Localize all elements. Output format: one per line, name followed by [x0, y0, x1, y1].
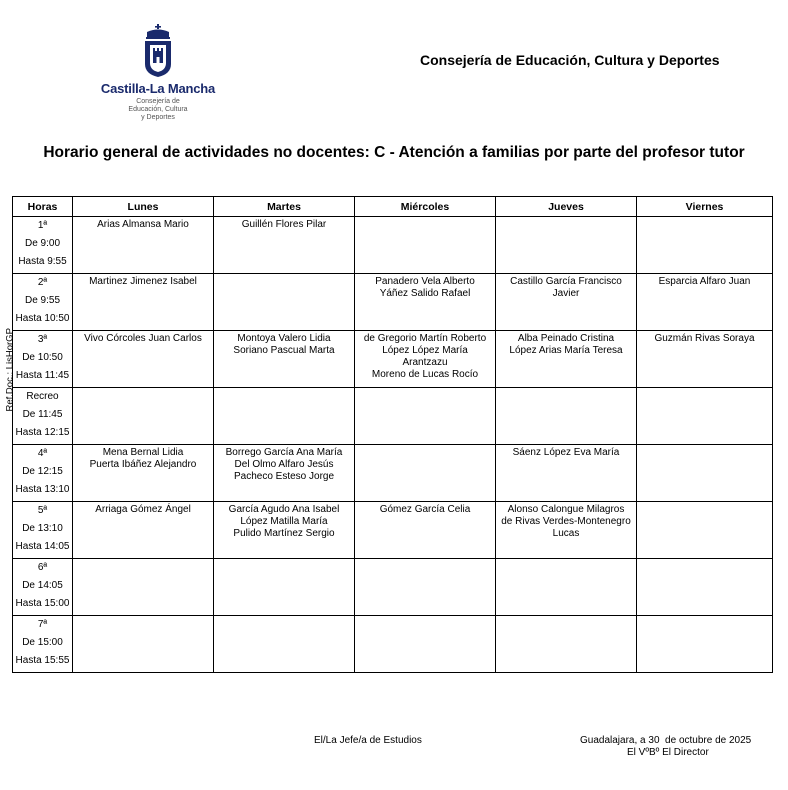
table-row — [13, 616, 773, 673]
schedule-cell — [637, 559, 773, 616]
schedule-cell — [214, 616, 355, 673]
schedule-cell — [355, 274, 496, 331]
teacher-name: Yáñez Salido Rafael — [379, 288, 471, 299]
schedule-cell — [355, 559, 496, 616]
teacher-name: Arriaga Gómez Ángel — [95, 504, 191, 515]
teacher-name: Alba Peinado Cristina — [517, 333, 615, 344]
schedule-cell — [496, 559, 637, 616]
teacher-name: López Arias María Teresa — [509, 345, 623, 356]
schedule-body — [13, 217, 773, 673]
schedule-cell — [73, 559, 214, 616]
time-slot-to: Hasta 15:55 — [15, 655, 70, 666]
schedule-cell — [637, 616, 773, 673]
col-header-lunes: Lunes — [73, 197, 214, 217]
logo — [96, 24, 220, 122]
time-slot-from: De 12:15 — [22, 466, 63, 477]
time-slot-from: De 10:50 — [22, 352, 63, 363]
teacher-name: Puerta Ibáñez Alejandro — [89, 459, 197, 470]
schedule-cell — [73, 388, 214, 445]
teacher-name: Guzmán Rivas Soraya — [654, 333, 755, 344]
teacher-name: Mena Bernal Lidia — [102, 447, 184, 458]
schedule-cell — [496, 331, 637, 388]
logo-subtitle: Consejería de Educación, Cultura y Deportes — [128, 98, 188, 121]
time-slot-label: 2ª — [37, 277, 48, 288]
teacher-name: López López María — [382, 345, 468, 356]
time-slot-from: De 15:00 — [22, 637, 63, 648]
schedule-cell — [496, 616, 637, 673]
col-header-miercoles: Miércoles — [355, 197, 496, 217]
time-slot-cell — [13, 502, 73, 559]
time-slot-from: De 9:00 — [24, 238, 61, 249]
org-title: Consejería de Educación, Cultura y Deportes — [420, 52, 720, 68]
time-slot-to: Hasta 9:55 — [18, 256, 67, 267]
teacher-name: Moreno de Lucas Rocío — [371, 369, 479, 380]
schedule-cell — [496, 388, 637, 445]
time-slot-label: 6ª — [37, 562, 48, 573]
time-slot-label: 7ª — [37, 619, 48, 630]
schedule-cell — [355, 445, 496, 502]
teacher-name: Borrego García Ana María — [225, 447, 343, 458]
schedule-table — [12, 196, 773, 673]
table-row — [13, 559, 773, 616]
time-slot-label: Recreo — [26, 391, 59, 402]
time-slot-from: De 14:05 — [22, 580, 63, 591]
coat-of-arms-icon — [141, 24, 175, 78]
time-slot-label: 1ª — [37, 220, 48, 231]
teacher-name: Arantzazu — [402, 357, 448, 368]
teacher-name: Pacheco Esteso Jorge — [233, 471, 335, 482]
table-row — [13, 331, 773, 388]
teacher-name: Martinez Jimenez Isabel — [89, 276, 197, 287]
time-slot-label: 5ª — [37, 505, 48, 516]
schedule-cell — [214, 445, 355, 502]
schedule-cell — [637, 331, 773, 388]
schedule-cell — [496, 445, 637, 502]
time-slot-to: Hasta 10:50 — [15, 313, 70, 324]
table-row — [13, 388, 773, 445]
time-slot-cell — [13, 616, 73, 673]
table-row — [13, 217, 773, 274]
time-slot-from: De 13:10 — [22, 523, 63, 534]
teacher-name: López Matilla María — [240, 516, 328, 527]
teacher-name: Lucas — [552, 528, 580, 539]
time-slot-cell — [13, 331, 73, 388]
teacher-name: Vivo Córcoles Juan Carlos — [84, 333, 202, 344]
teacher-name: Guillén Flores Pilar — [241, 219, 327, 230]
schedule-cell — [73, 616, 214, 673]
teacher-name: Panadero Vela Alberto — [375, 276, 475, 287]
time-slot-to: Hasta 14:05 — [15, 541, 70, 552]
schedule-cell — [637, 217, 773, 274]
time-slot-to: Hasta 11:45 — [15, 370, 70, 381]
schedule-cell — [73, 502, 214, 559]
schedule-cell — [355, 217, 496, 274]
table-row — [13, 274, 773, 331]
teacher-name: de Rivas Verdes-Montenegro — [501, 516, 631, 527]
ref-doc: Ref.Doc.: LisHorGP — [4, 328, 16, 412]
time-slot-cell — [13, 388, 73, 445]
time-slot-cell — [13, 559, 73, 616]
teacher-name: Castillo García Francisco — [510, 276, 622, 287]
time-slot-to: Hasta 12:15 — [15, 427, 70, 438]
schedule-cell — [637, 502, 773, 559]
time-slot-from: De 9:55 — [24, 295, 61, 306]
schedule-cell — [637, 388, 773, 445]
logo-name: Castilla-La Mancha — [100, 81, 216, 96]
footer-date: Guadalajara, a 30 de octubre de 2025 — [580, 735, 752, 746]
schedule-cell — [73, 331, 214, 388]
teacher-name: Alonso Calongue Milagros — [507, 504, 625, 515]
schedule-cell — [496, 217, 637, 274]
schedule-cell — [214, 274, 355, 331]
table-row — [13, 445, 773, 502]
schedule-cell — [355, 388, 496, 445]
footer-director: El VºBº El Director — [627, 747, 709, 758]
teacher-name: Esparcia Alfaro Juan — [658, 276, 751, 287]
teacher-name: Arias Almansa Mario — [97, 219, 189, 230]
schedule-cell — [73, 217, 214, 274]
time-slot-label: 3ª — [37, 334, 48, 345]
col-header-horas: Horas — [13, 197, 73, 217]
teacher-name: García Agudo Ana Isabel — [228, 504, 340, 515]
teacher-name: de Gregorio Martín Roberto — [363, 333, 487, 344]
col-header-viernes: Viernes — [637, 197, 773, 217]
time-slot-from: De 11:45 — [22, 409, 63, 420]
time-slot-to: Hasta 13:10 — [15, 484, 70, 495]
time-slot-to: Hasta 15:00 — [15, 598, 70, 609]
schedule-cell — [496, 274, 637, 331]
schedule-cell — [637, 445, 773, 502]
schedule-cell — [355, 502, 496, 559]
schedule-cell — [73, 445, 214, 502]
schedule-cell — [355, 616, 496, 673]
time-slot-label: 4ª — [37, 448, 48, 459]
schedule-cell — [214, 559, 355, 616]
schedule-cell — [214, 217, 355, 274]
page-title: Horario general de actividades no docentes: C - Atención a familias por parte del profesor tutor — [43, 144, 745, 161]
col-header-martes: Martes — [214, 197, 355, 217]
header-row — [13, 197, 773, 217]
schedule-cell — [214, 331, 355, 388]
time-slot-cell — [13, 217, 73, 274]
teacher-name: Pulido Martínez Sergio — [233, 528, 335, 539]
footer-jefe: El/La Jefe/a de Estudios — [314, 735, 422, 746]
schedule-cell — [496, 502, 637, 559]
teacher-name: Soriano Pascual Marta — [233, 345, 335, 356]
schedule-cell — [214, 502, 355, 559]
teacher-name: Sáenz López Eva María — [512, 447, 620, 458]
time-slot-cell — [13, 274, 73, 331]
teacher-name: Javier — [552, 288, 580, 299]
col-header-jueves: Jueves — [496, 197, 637, 217]
table-row — [13, 502, 773, 559]
schedule-cell — [355, 331, 496, 388]
teacher-name: Montoya Valero Lidia — [237, 333, 331, 344]
teacher-name: Gómez García Celia — [379, 504, 471, 515]
teacher-name: Del Olmo Alfaro Jesús — [234, 459, 334, 470]
time-slot-cell — [13, 445, 73, 502]
schedule-cell — [214, 388, 355, 445]
schedule-cell — [637, 274, 773, 331]
schedule-cell — [73, 274, 214, 331]
